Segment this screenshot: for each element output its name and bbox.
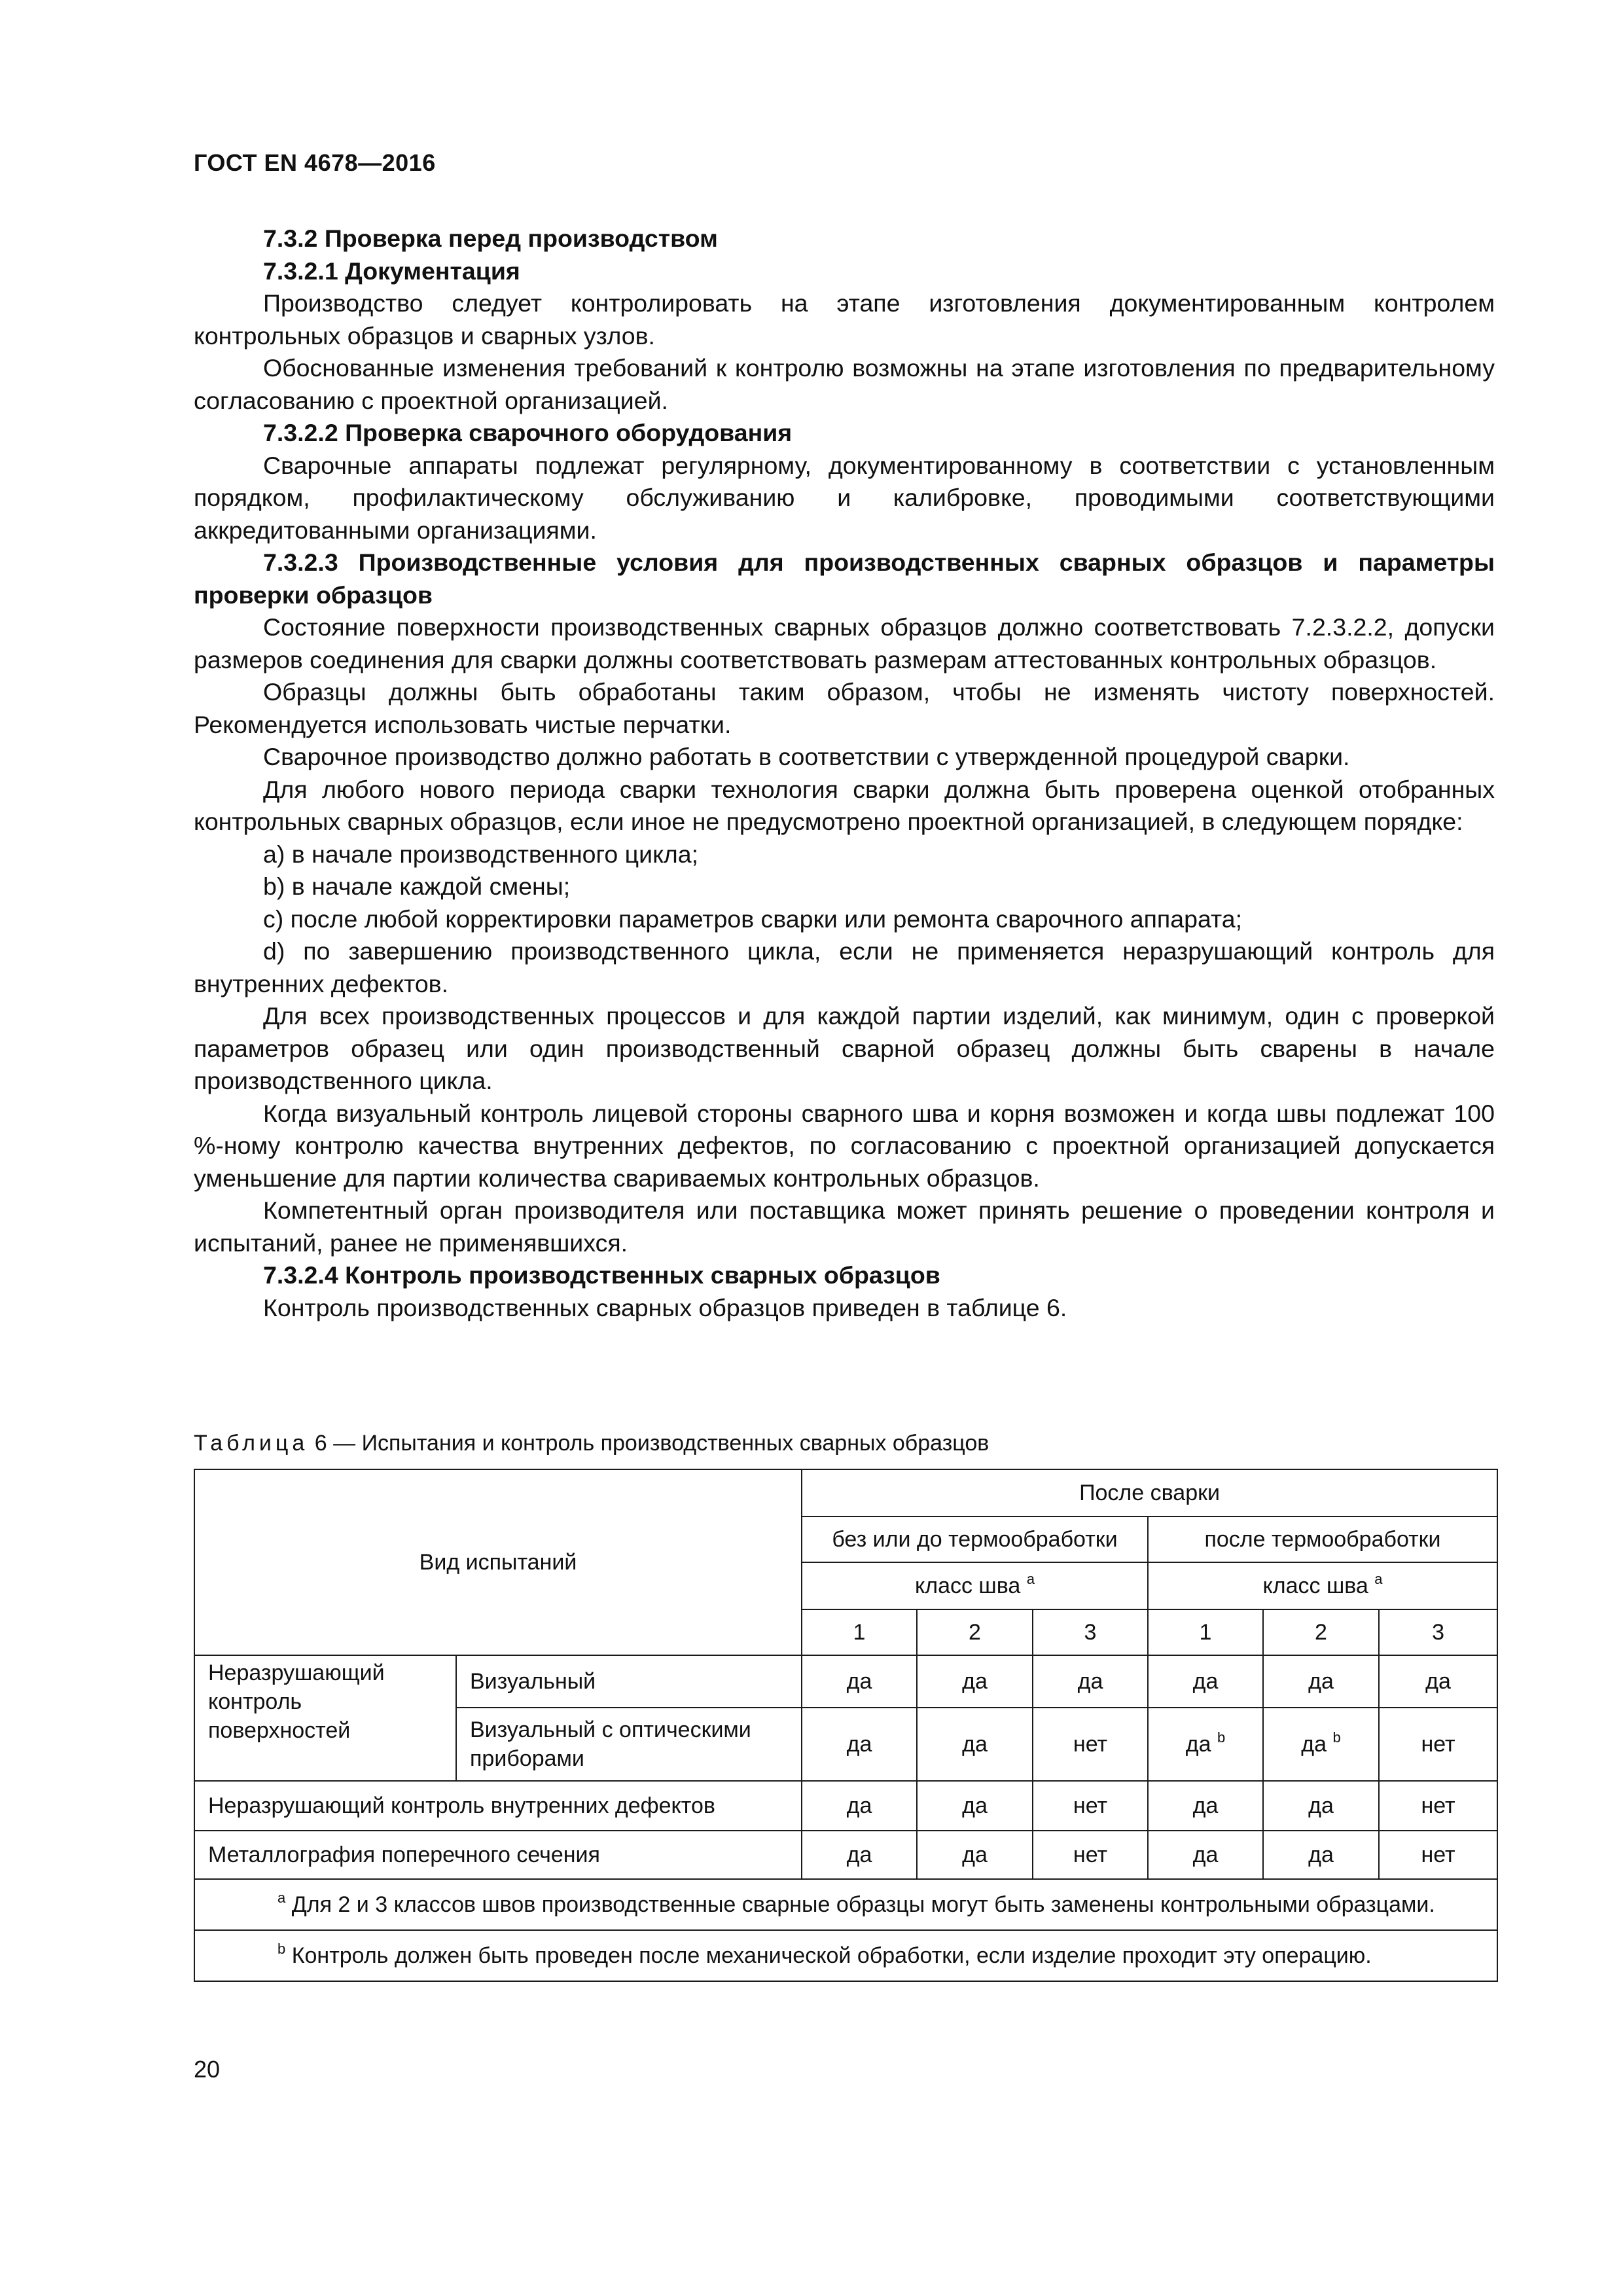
table-row <box>194 1831 1497 1879</box>
table-cell: да <box>1379 1655 1497 1708</box>
paragraph: Компетентный орган производителя или поставщика может принять решение о проведении контроля и испытаний, ранее не применявшихся. <box>194 1196 1495 1257</box>
table-cell: нет <box>1033 1708 1148 1781</box>
table-caption <box>194 1430 989 1456</box>
row-label-visual-optical: Визуальный с оптическими приборами <box>456 1708 802 1781</box>
table-footnote-row <box>194 1879 1497 1930</box>
class-number: 2 <box>917 1609 1033 1655</box>
table-cell: да <box>802 1655 917 1708</box>
table-cell: да <box>1148 1655 1263 1708</box>
section-heading-7-3-2-3: 7.3.2.3 Производственные условия для производственных сварных образцов и параметры проверки образцов <box>194 548 1495 609</box>
header-after-heat-treatment: после термообработки <box>1148 1516 1497 1562</box>
table-cell: да <box>917 1655 1033 1708</box>
row-group-surface-ndt: Неразрушающий контроль поверхностей <box>194 1655 456 1781</box>
paragraph: Контроль производственных сварных образцов приведен в таблице 6. <box>263 1293 1067 1321</box>
table-cell: да <box>917 1781 1033 1831</box>
table-cell: нет <box>1033 1781 1148 1831</box>
table-cell: да <box>917 1831 1033 1879</box>
paragraph: Сварочное производство должно работать в соответствии с утвержденной процедурой сварки. <box>263 743 1350 770</box>
table-cell: да <box>802 1831 917 1879</box>
table-cell: нет <box>1379 1708 1497 1781</box>
class-number: 1 <box>802 1609 917 1655</box>
class-number: 1 <box>1148 1609 1263 1655</box>
header-without-heat-treatment: без или до термообработки <box>802 1516 1148 1562</box>
row-label-visual: Визуальный <box>456 1655 802 1708</box>
paragraph: Для всех производственных процессов и для каждой партии изделий, как минимум, один с проверкой параметров образец или один производственный сварной образец должны быть сварены в начале производственного цикла. <box>194 1002 1495 1094</box>
footnote-a: $^a$ Для 2 и 3 классов швов производственные сварные образцы могут быть заменены контрольными образцами. <box>194 1879 1497 1930</box>
class-number: 3 <box>1379 1609 1497 1655</box>
table-cell: да <box>802 1708 917 1781</box>
header-after-welding: После сварки <box>802 1469 1497 1516</box>
header-weld-class: класс шва $^a$ <box>802 1562 1148 1609</box>
document-header: ГОСТ EN 4678—2016 <box>194 149 436 176</box>
document-body <box>194 223 1495 1324</box>
header-test-type: Вид испытаний <box>194 1469 802 1655</box>
table-cell: да <box>1148 1831 1263 1879</box>
section-heading-7-3-2-4: 7.3.2.4 Контроль производственных сварных образцов <box>263 1261 940 1289</box>
paragraph: Для любого нового периода сварки технология сварки должна быть проверена оценкой отобранных контрольных сварных образцов, если иное не предусмотрено проектной организацией, в следующем порядке: <box>194 775 1495 835</box>
paragraph: Образцы должны быть обработаны таким образом, чтобы не изменять чистоту поверхностей. Рекомендуется использовать чистые перчатки. <box>194 678 1495 738</box>
section-heading-7-3-2: 7.3.2 Проверка перед производством <box>263 224 718 252</box>
class-number: 3 <box>1033 1609 1148 1655</box>
table-cell: да <box>917 1708 1033 1781</box>
list-item-a: a) в начале производственного цикла; <box>263 840 699 868</box>
paragraph: Сварочные аппараты подлежат регулярному, документированному в соответствии с установленным порядком, профилактическому обслуживанию и калибровке, проводимыми соответствующими аккредитованными организациями. <box>194 451 1495 544</box>
table-caption-label: Таблица <box>194 1431 309 1456</box>
table-cell: да $^b$ <box>1263 1708 1379 1781</box>
section-heading-7-3-2-2: 7.3.2.2 Проверка сварочного оборудования <box>263 419 793 446</box>
list-item-d: d) по завершению производственного цикла, если не применяется неразрушающий контроль для внутренних дефектов. <box>194 937 1495 997</box>
paragraph: Когда визуальный контроль лицевой стороны сварного шва и корня возможен и когда швы подлежат 100 %-ному контролю качества внутренних дефектов, по согласованию с проектной организацией допускается уменьшение для партии количества свариваемых контрольных образцов. <box>194 1099 1495 1192</box>
table-cell: да <box>802 1781 917 1831</box>
footnote-b: $^b$ Контроль должен быть проведен после механической обработки, если изделие проходит эту операцию. <box>194 1930 1497 1981</box>
table-caption-text: 6 — Испытания и контроль производственных сварных образцов <box>314 1431 990 1456</box>
table-cell: нет <box>1033 1831 1148 1879</box>
table-cell: да <box>1148 1781 1263 1831</box>
page-number: 20 <box>194 2056 221 2083</box>
table-cell: да <box>1033 1655 1148 1708</box>
table-footnote-row <box>194 1930 1497 1981</box>
paragraph: Производство следует контролировать на этапе изготовления документированным контролем контрольных образцов и сварных узлов. <box>194 289 1495 350</box>
table-row <box>194 1781 1497 1831</box>
header-weld-class: класс шва $^a$ <box>1148 1562 1497 1609</box>
table-cell: нет <box>1379 1781 1497 1831</box>
table-cell: да <box>1263 1655 1379 1708</box>
section-heading-7-3-2-1: 7.3.2.1 Документация <box>263 257 520 285</box>
table-row <box>194 1655 1497 1708</box>
class-number: 2 <box>1263 1609 1379 1655</box>
row-label-metallography: Металлография поперечного сечения <box>194 1831 802 1879</box>
table-cell: да <box>1263 1831 1379 1879</box>
table-cell: нет <box>1379 1831 1497 1879</box>
list-item-b: b) в начале каждой смены; <box>263 872 571 900</box>
row-label-internal-ndt: Неразрушающий контроль внутренних дефектов <box>194 1781 802 1831</box>
table-cell: да $^b$ <box>1148 1708 1263 1781</box>
list-item-c: c) после любой корректировки параметров сварки или ремонта сварочного аппарата; <box>263 905 1243 933</box>
paragraph: Обоснованные изменения требований к контролю возможны на этапе изготовления по предварительному согласованию с проектной организацией. <box>194 354 1495 414</box>
paragraph: Состояние поверхности производственных сварных образцов должно соответствовать 7.2.3.2.2, допуски размеров соединения для сварки должны соответствовать размерам аттестованных контрольных образцов. <box>194 613 1495 673</box>
table-cell: да <box>1263 1781 1379 1831</box>
test-table <box>194 1469 1498 1982</box>
